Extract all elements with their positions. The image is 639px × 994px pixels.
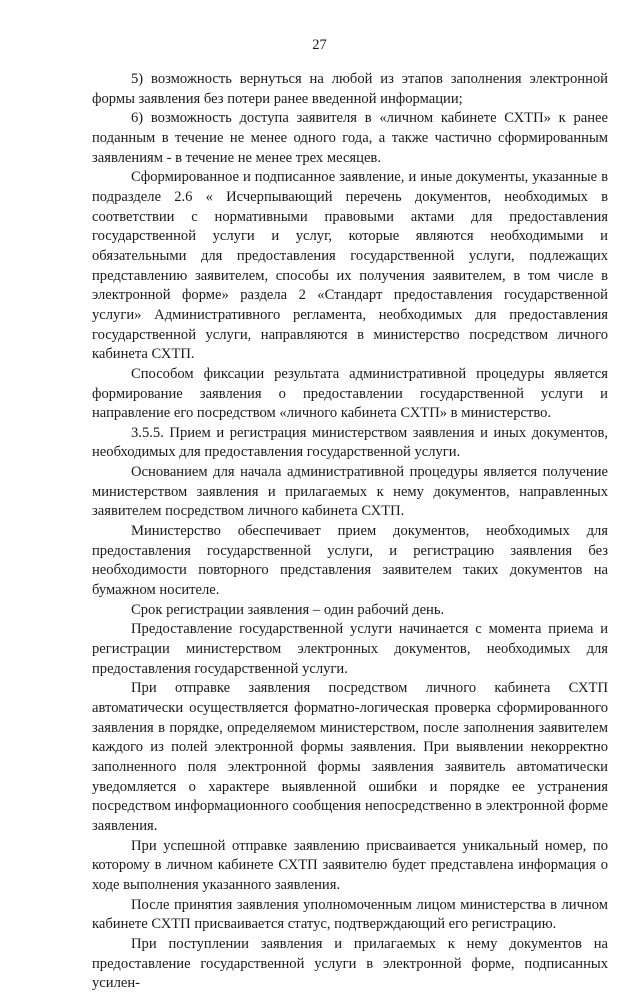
section-heading-3-5-5: 3.5.5. Прием и регистрация министерством заявления и иных документов, необходимых для предоставления государственной услуги. xyxy=(92,424,608,461)
paragraph-document-acceptance: Министерство обеспечивает прием документов, необходимых для предоставления государственной услуги, и регистрацию заявления без необходимости повторного представления заявителем таких документов на бумажном носителе. xyxy=(92,523,608,599)
paragraph-service-start: Предоставление государственной услуги начинается с момента приема и регистрации министерством электронных документов, необходимых для предоставления государственной услуги. xyxy=(92,621,608,677)
paragraph-unique-number: При успешной отправке заявлению присваивается уникальный номер, по которому в личном кабинете СХТП заявителю будет представлена информация о ходе выполнения указанного заявления. xyxy=(92,837,608,893)
page-number: 27 xyxy=(312,37,327,53)
document-body xyxy=(92,70,608,994)
paragraph-fixation-method: Способом фиксации результата административной процедуры является формирование заявления о предоставлении государственной услуги и направление его посредством «личного кабинета СХТП» в министерство. xyxy=(92,365,608,422)
paragraph-submitted-documents: Сформированное и подписанное заявление, и иные документы, указанные в подразделе 2.6 « Исчерпывающий перечень документов, необходимых в соответствии с нормативными правовыми актами для предоставления государственной услуги и услуг, которые являются необходимыми и обязательными для предоставления государственной услуги, подлежащих представлению заявителем, способы их получения заявителем, в том числе в электронной форме» раздела 2 «Стандарт предоставления государственной услуги» Административного регламента, необходимых для предоставления государственной услуги, направляются в министерство посредством личного кабинета СХТП. xyxy=(92,169,608,363)
paragraph-signed-documents: При поступлении заявления и прилагаемых к нему документов на предоставление государственной услуги в электронной форме, подписанных усилен- xyxy=(92,935,608,992)
paragraph-item-5: 5) возможность вернуться на любой из этапов заполнения электронной формы заявления без потери ранее введенной информации; xyxy=(92,71,608,107)
paragraph-procedure-basis: Основанием для начала административной процедуры является получение министерством заявления и прилагаемых к нему документов, направленных заявителем посредством личного кабинета СХТП. xyxy=(92,464,608,520)
paragraph-registration-term: Срок регистрации заявления – один рабочий день. xyxy=(131,601,445,618)
paragraph-format-check: При отправке заявления посредством личного кабинета СХТП автоматически осуществляется форматно-логическая проверка сформированного заявления в порядке, определяемом министерством, после заполнения заявителем каждого из полей электронной формы заявления. При выявлении некорректно заполненного поля электронной формы заявления заявитель автоматически уведомляется о характере выявленной ошибки и порядке ее устранения посредством информационного сообщения непосредственно в электронной форме заявления. xyxy=(92,680,608,834)
paragraph-item-6: 6) возможность доступа заявителя в «личном кабинете СХТП» к ранее поданным в течение не менее одного года, а также частично сформированным заявлениям - в течение не менее трех месяцев. xyxy=(92,110,608,166)
paragraph-status-assignment: После принятия заявления уполномоченным лицом министерства в личном кабинете СХТП присваивается статус, подтверждающий его регистрацию. xyxy=(92,896,608,933)
